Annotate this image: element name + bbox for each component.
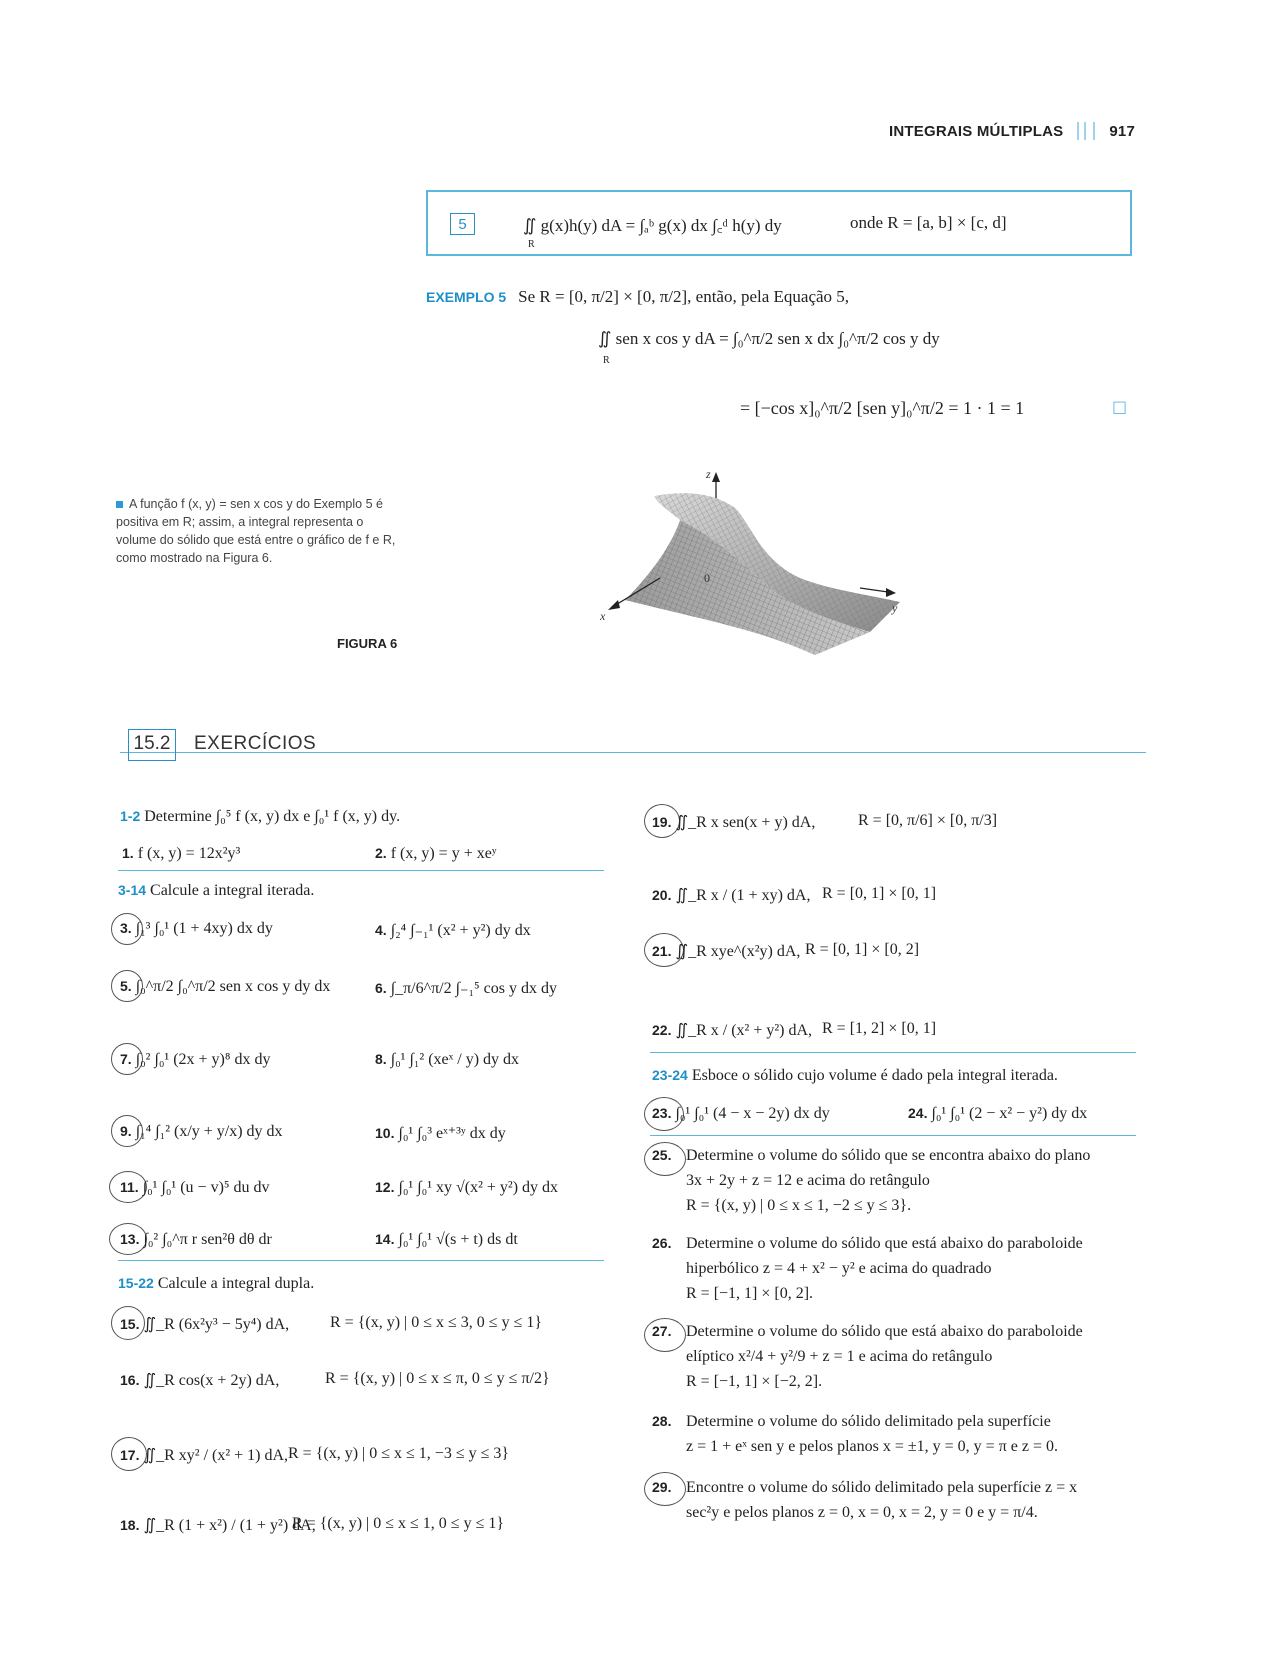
exercise-text-line: elíptico x²/4 + y²/9 + z = 1 e acima do retângulo <box>686 1348 993 1365</box>
exercise-number: 11. <box>120 1179 139 1195</box>
range-instructions: Calcule a integral iterada. <box>150 882 315 899</box>
side-note <box>116 495 406 567</box>
exercise-28 <box>652 1409 1058 1459</box>
exercise-text: f (x, y) = y + xeʸ <box>390 845 497 862</box>
exercise-24 <box>908 1105 1087 1123</box>
equation-5-condition: onde R = [a, b] × [c, d] <box>850 213 1007 232</box>
exercise-number: 26. <box>652 1235 672 1251</box>
header-divider-icon <box>1077 122 1095 140</box>
x-axis-arrow-icon <box>608 600 620 610</box>
exercise-number: 15. <box>120 1316 140 1332</box>
exercise-number: 7. <box>120 1051 132 1067</box>
exercise-20-region: R = [0, 1] × [0, 1] <box>822 885 937 902</box>
exercise-text: ∫₀¹ ∫₀¹ (4 − x − 2y) dx dy <box>675 1105 830 1122</box>
exercise-18 <box>120 1515 316 1535</box>
range-label: 23-24 <box>652 1067 688 1083</box>
exercise-26 <box>652 1231 1083 1306</box>
range-instructions: Determine ∫₀⁵ f (x, y) dx e ∫₀¹ f (x, y) dy. <box>144 808 401 825</box>
exercise-22-region: R = [1, 2] × [0, 1] <box>822 1020 937 1037</box>
exercise-16-region: R = {(x, y) | 0 ≤ x ≤ π, 0 ≤ y ≤ π/2} <box>325 1370 550 1387</box>
y-axis-line <box>860 588 888 592</box>
exercise-number: 4. <box>375 922 387 938</box>
rule <box>118 870 604 871</box>
exercise-text: ∫₀² ∫₀¹ (2x + y)⁸ dx dy <box>135 1051 271 1068</box>
exercise-text: ∬_R xy² / (x² + 1) dA, <box>143 1447 289 1464</box>
exercise-text: ∫₀¹ ∫₀¹ (u − v)⁵ du dv <box>142 1179 270 1196</box>
range-label: 3-14 <box>118 882 147 898</box>
exercise-text: ∬_R xye^(x²y) dA, <box>675 943 801 960</box>
exercise-1 <box>122 845 240 863</box>
exercise-number: 21. <box>652 943 672 959</box>
exercise-range-3-14 <box>118 882 314 900</box>
exercise-2 <box>375 845 497 863</box>
exercise-text-line: R = {(x, y) | 0 ≤ x ≤ 1, −2 ≤ y ≤ 3}. <box>686 1197 912 1214</box>
side-note-bullet-icon <box>116 501 123 508</box>
exercise-16 <box>120 1370 279 1390</box>
exercise-number: 2. <box>375 845 387 861</box>
exercise-3 <box>120 920 273 938</box>
exercise-6 <box>375 978 557 998</box>
exercise-text: ∫₀¹ ∫₀¹ √(s + t) ds dt <box>398 1231 518 1248</box>
exercise-21-region: R = [0, 1] × [0, 2] <box>805 941 920 958</box>
z-axis-label: z <box>706 467 711 481</box>
exercise-text-line: R = [−1, 1] × [−2, 2]. <box>686 1373 823 1390</box>
exercise-text: ∫_π/6^π/2 ∫₋₁⁵ cos y dx dy <box>390 980 557 997</box>
exercise-22 <box>652 1020 812 1040</box>
exercise-23 <box>652 1105 830 1123</box>
exercise-text: ∫₀^π/2 ∫₀^π/2 sen x cos y dy dx <box>135 978 331 995</box>
example-5-line1: ∬ sen x cos y dA = ∫₀^π/2 sen x dx ∫₀^π/2 cos y dy <box>598 329 940 348</box>
exercise-17 <box>120 1445 288 1465</box>
exercise-19-region: R = [0, π/6] × [0, π/3] <box>858 812 998 829</box>
exercise-19 <box>652 812 815 832</box>
exercise-number: 24. <box>908 1105 928 1121</box>
exercise-text-line: hiperbólico z = 4 + x² − y² e acima do quadrado <box>686 1260 992 1277</box>
exercise-text: ∫₁⁴ ∫₁² (x/y + y/x) dy dx <box>135 1123 283 1140</box>
exercise-27 <box>652 1319 1083 1394</box>
exercise-number: 14. <box>375 1231 395 1247</box>
origin-label: 0 <box>704 571 710 585</box>
example-5-line1-sub: R <box>603 355 610 366</box>
y-axis-arrow-icon <box>886 588 896 597</box>
example-5-intro: Se R = [0, π/2] × [0, π/2], então, pela Equação 5, <box>518 287 850 306</box>
exercise-10 <box>375 1123 506 1143</box>
exercise-17-region: R = {(x, y) | 0 ≤ x ≤ 1, −3 ≤ y ≤ 3} <box>288 1445 510 1462</box>
exercise-number: 18. <box>120 1517 140 1533</box>
exercises-section-title: EXERCÍCIOS <box>194 733 317 754</box>
exercise-number: 23. <box>652 1105 672 1121</box>
exercise-text: ∫₀¹ ∫₀¹ (2 − x² − y²) dy dx <box>931 1105 1088 1122</box>
figure-6-surface-plot <box>600 460 940 660</box>
exercise-text: ∬_R (1 + x²) / (1 + y²) dA, <box>143 1517 316 1534</box>
exercise-text: ∬_R x / (x² + y²) dA, <box>675 1022 813 1039</box>
exercise-text-line: Determine o volume do sólido que se encontra abaixo do plano <box>686 1147 1091 1164</box>
equation-5-formula: ∬ g(x)h(y) dA = ∫ₐᵇ g(x) dx ∫꜀ᵈ h(y) dy <box>523 216 782 235</box>
range-label: 15-22 <box>118 1275 154 1291</box>
exercise-text: ∫₀² ∫₀^π r sen²θ dθ dr <box>143 1231 272 1248</box>
exercise-text-line: Determine o volume do sólido que está abaixo do paraboloide <box>686 1235 1083 1252</box>
exercise-text: ∬_R x / (1 + xy) dA, <box>675 887 811 904</box>
exercise-number: 6. <box>375 980 387 996</box>
exercise-15 <box>120 1314 289 1334</box>
exercise-5 <box>120 978 330 996</box>
exercise-text-line: Determine o volume do sólido delimitado pela superfície <box>686 1413 1051 1430</box>
exercise-number: 9. <box>120 1123 132 1139</box>
exercise-text: ∫₀¹ ∫₁² (xeˣ / y) dy dx <box>390 1051 520 1068</box>
example-5-label: EXEMPLO 5 <box>426 289 507 305</box>
exercise-number: 20. <box>652 887 672 903</box>
exercise-14 <box>375 1231 518 1249</box>
example-5-line2: = [−cos x]₀^π/2 [sen y]₀^π/2 = 1 · 1 = 1 <box>740 398 1025 418</box>
exercise-9 <box>120 1123 283 1141</box>
exercise-29 <box>652 1475 1077 1525</box>
exercise-number: 29. <box>652 1479 672 1495</box>
example-5-intro-line <box>426 287 849 307</box>
exercise-text: ∫₀¹ ∫₀³ eˣ⁺³ʸ dx dy <box>398 1125 506 1142</box>
exercise-text-line: 3x + 2y + z = 12 e acima do retângulo <box>686 1172 930 1189</box>
end-of-proof-icon: □ <box>1112 397 1128 416</box>
exercise-4 <box>375 920 531 940</box>
exercise-text: ∬_R (6x²y³ − 5y⁴) dA, <box>143 1316 290 1333</box>
exercise-text-line: Encontre o volume do sólido delimitado pela superfície z = x <box>686 1479 1078 1496</box>
exercise-20 <box>652 885 810 905</box>
exercise-12 <box>375 1179 558 1197</box>
exercise-text: f (x, y) = 12x²y³ <box>137 845 241 862</box>
running-head <box>889 122 1135 140</box>
equation-5-number: 5 <box>450 213 475 235</box>
exercise-range-15-22 <box>118 1275 314 1293</box>
side-note-text: A função f (x, y) = sen x cos y do Exemplo 5 é positiva em R; assim, a integral representa o volume do sólido que está entre o gráfico de f e R, como mostrado na Figura 6. <box>116 497 396 565</box>
range-instructions: Esboce o sólido cujo volume é dado pela integral iterada. <box>691 1067 1058 1084</box>
exercise-11 <box>120 1179 269 1197</box>
exercise-text-line: Determine o volume do sólido que está abaixo do paraboloide <box>686 1323 1083 1340</box>
exercise-number: 12. <box>375 1179 395 1195</box>
y-axis-label: y <box>892 601 898 615</box>
figure-6-caption: FIGURA 6 <box>337 636 398 651</box>
exercise-number: 22. <box>652 1022 672 1038</box>
exercise-number: 25. <box>652 1147 672 1163</box>
exercise-number: 8. <box>375 1051 387 1067</box>
exercise-8 <box>375 1051 519 1069</box>
exercise-7 <box>120 1051 270 1069</box>
header-title: INTEGRAIS MÚLTIPLAS <box>889 122 1064 140</box>
exercise-number: 13. <box>120 1231 140 1247</box>
exercise-number: 10. <box>375 1125 395 1141</box>
exercise-18-region: R = {(x, y) | 0 ≤ x ≤ 1, 0 ≤ y ≤ 1} <box>292 1515 505 1532</box>
page-number: 917 <box>1109 122 1135 140</box>
rule <box>650 1135 1136 1136</box>
exercise-number: 3. <box>120 920 132 936</box>
exercise-text: ∫₀¹ ∫₀¹ xy √(x² + y²) dy dx <box>398 1179 559 1196</box>
exercise-number: 19. <box>652 814 672 830</box>
exercise-number: 17. <box>120 1447 140 1463</box>
exercise-text-line: z = 1 + eˣ sen y e pelos planos x = ±1, y = 0, y = π e z = 0. <box>686 1438 1059 1455</box>
exercise-number: 16. <box>120 1372 140 1388</box>
exercise-number: 5. <box>120 978 132 994</box>
exercise-number: 28. <box>652 1413 672 1429</box>
exercise-range-23-24 <box>652 1067 1058 1085</box>
rule <box>118 1260 604 1261</box>
exercise-number: 1. <box>122 845 134 861</box>
exercise-13 <box>120 1231 272 1249</box>
exercise-21 <box>652 941 800 961</box>
exercise-15-region: R = {(x, y) | 0 ≤ x ≤ 3, 0 ≤ y ≤ 1} <box>330 1314 543 1331</box>
exercise-number: 27. <box>652 1323 672 1339</box>
range-label: 1-2 <box>120 808 141 824</box>
exercise-text-line: R = [−1, 1] × [0, 2]. <box>686 1285 814 1302</box>
rule <box>650 1052 1136 1053</box>
exercise-text-line: sec²y e pelos planos z = 0, x = 0, x = 2, y = 0 e y = π/4. <box>686 1504 1038 1521</box>
exercise-text: ∬_R x sen(x + y) dA, <box>675 814 816 831</box>
range-instructions: Calcule a integral dupla. <box>157 1275 315 1292</box>
exercises-section-number: 15.2 <box>133 733 171 754</box>
exercise-25 <box>652 1143 1090 1218</box>
equation-5-region-sub: R <box>528 239 535 250</box>
exercise-range-1-2 <box>120 808 400 826</box>
x-axis-label: x <box>600 609 606 623</box>
exercise-text: ∬_R cos(x + 2y) dA, <box>143 1372 280 1389</box>
exercise-text: ∫₂⁴ ∫₋₁¹ (x² + y²) dy dx <box>390 922 531 939</box>
exercise-text: ∫₁³ ∫₀¹ (1 + 4xy) dx dy <box>135 920 273 937</box>
z-axis-arrow-icon <box>712 472 720 482</box>
